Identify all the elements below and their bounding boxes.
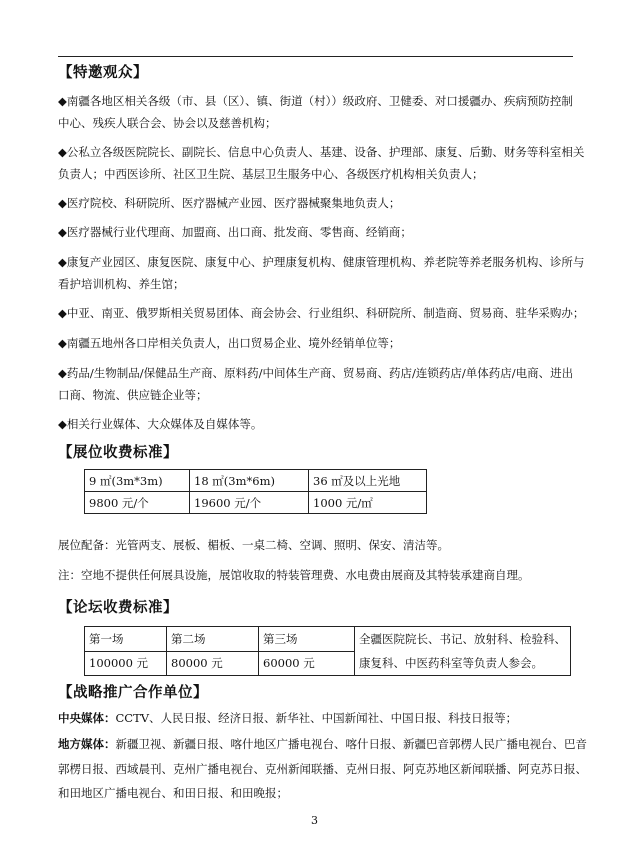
section-title-media: 【战略推广合作单位】 [58,685,208,701]
local-media-line: 郭楞日报、西域晨刊、克州广播电视台、克州新闻联播、克州日报、阿克苏地区新闻联播、阿克苏日报、 [58,761,587,776]
section-title-booth: 【展位收费标准】 [58,445,178,461]
forum-audience-line: 全疆医院院长、书记、放射科、检验科、 [359,632,566,646]
audience-item-4 [58,221,578,243]
table-row [85,492,427,514]
table-cell: 1000 元/㎡ [309,492,427,514]
table-cell: 第二场 [167,627,259,652]
audience-line: 中心、残疾人联合会、协会以及慈善机构； [58,116,277,130]
audience-item-2 [58,141,585,185]
audience-item-8 [58,362,578,406]
table-cell: 9 ㎡(3m*3m) [85,470,190,492]
audience-item-7 [58,332,578,354]
table-cell: 100000 元 [85,651,167,676]
table-cell: 19600 元/个 [190,492,309,514]
local-media-line: 和田地区广播电视台、和田日报、和田晚报； [58,786,288,800]
audience-line: ◆南疆各地区相关各级（市、县（区）、镇、街道（村））级政府、卫健委、对口援疆办、疾病预防控制 [58,94,573,108]
audience-line: ◆南疆五地州各口岸相关负责人，出口贸易企业、境外经销单位等； [58,336,401,350]
section-title-audience: 【特邀观众】 [58,65,148,81]
table-row [85,470,427,492]
central-media-label: 中央媒体： [58,711,116,725]
table-cell: 80000 元 [167,651,259,676]
audience-item-1 [58,90,578,134]
table-cell: 60000 元 [259,651,355,676]
table-cell: 18 ㎡(3m*6m) [190,470,309,492]
booth-equipment-text: 展位配备：光管两支、展板、楣板、一桌二椅、空调、照明、保安、清洁等。 [58,538,449,552]
booth-price-table [84,469,427,514]
central-media-text: CCTV、人民日报、经济日报、新华社、中国新闻社、中国日报、科技日报等； [115,711,518,725]
audience-line: ◆康复产业园区、康复医院、康复中心、护理康复机构、健康管理机构、养老院等养老服务机构、诊所与 [58,255,585,269]
audience-item-3 [58,192,578,214]
audience-line: ◆相关行业媒体、大众媒体及自媒体等。 [58,417,263,431]
audience-item-9 [58,413,578,435]
central-media-line [58,707,578,729]
audience-line: 看护培训机构、养生馆； [58,277,185,291]
table-cell: 第三场 [259,627,355,652]
audience-item-6 [58,302,585,324]
local-media-text: 新疆卫视、新疆日报、喀什地区广播电视台、喀什日报、新疆巴音郭楞人民广播电视台、巴音 [115,737,587,751]
local-media-line [58,732,587,757]
header-rule [58,56,573,57]
local-media-label: 地方媒体： [58,737,116,751]
table-cell: 9800 元/个 [85,492,190,514]
local-media-block [58,732,587,806]
audience-line: 口商、物流、供应链企业等； [58,388,208,402]
forum-audience-cell [355,627,571,676]
audience-line: ◆公私立各级医院院长、副院长、信息中心负责人、基建、设备、护理部、康复、后勤、财务等科室相关 [58,145,585,159]
page-number: 3 [311,814,318,827]
forum-audience-line: 康复科、中医药科室等负责人参会。 [359,656,543,670]
audience-line: ◆中亚、南亚、俄罗斯相关贸易团体、商会协会、行业组织、科研院所、制造商、贸易商、驻华采购办； [58,306,585,320]
section-title-forum: 【论坛收费标准】 [58,600,178,616]
audience-line: ◆医疗器械行业代理商、加盟商、出口商、批发商、零售商、经销商； [58,225,412,239]
audience-line: ◆医疗院校、科研院所、医疗器械产业园、医疗器械聚集地负责人； [58,196,401,210]
forum-price-table [84,626,571,676]
audience-item-5 [58,251,585,295]
table-row [85,627,571,652]
table-cell: 36 ㎡及以上光地 [309,470,427,492]
table-cell: 第一场 [85,627,167,652]
audience-line: 负责人；中西医诊所、社区卫生院、基层卫生服务中心、各级医疗机构相关负责人； [58,167,484,181]
booth-note-text: 注：空地不提供任何展具设施，展馆收取的特装管理费、水电费由展商及其特装承建商自理。 [58,568,530,582]
audience-line: ◆药品/生物制品/保健品生产商、原料药/中间体生产商、贸易商、药店/连锁药店/单体药店/电商、进出 [58,366,574,380]
